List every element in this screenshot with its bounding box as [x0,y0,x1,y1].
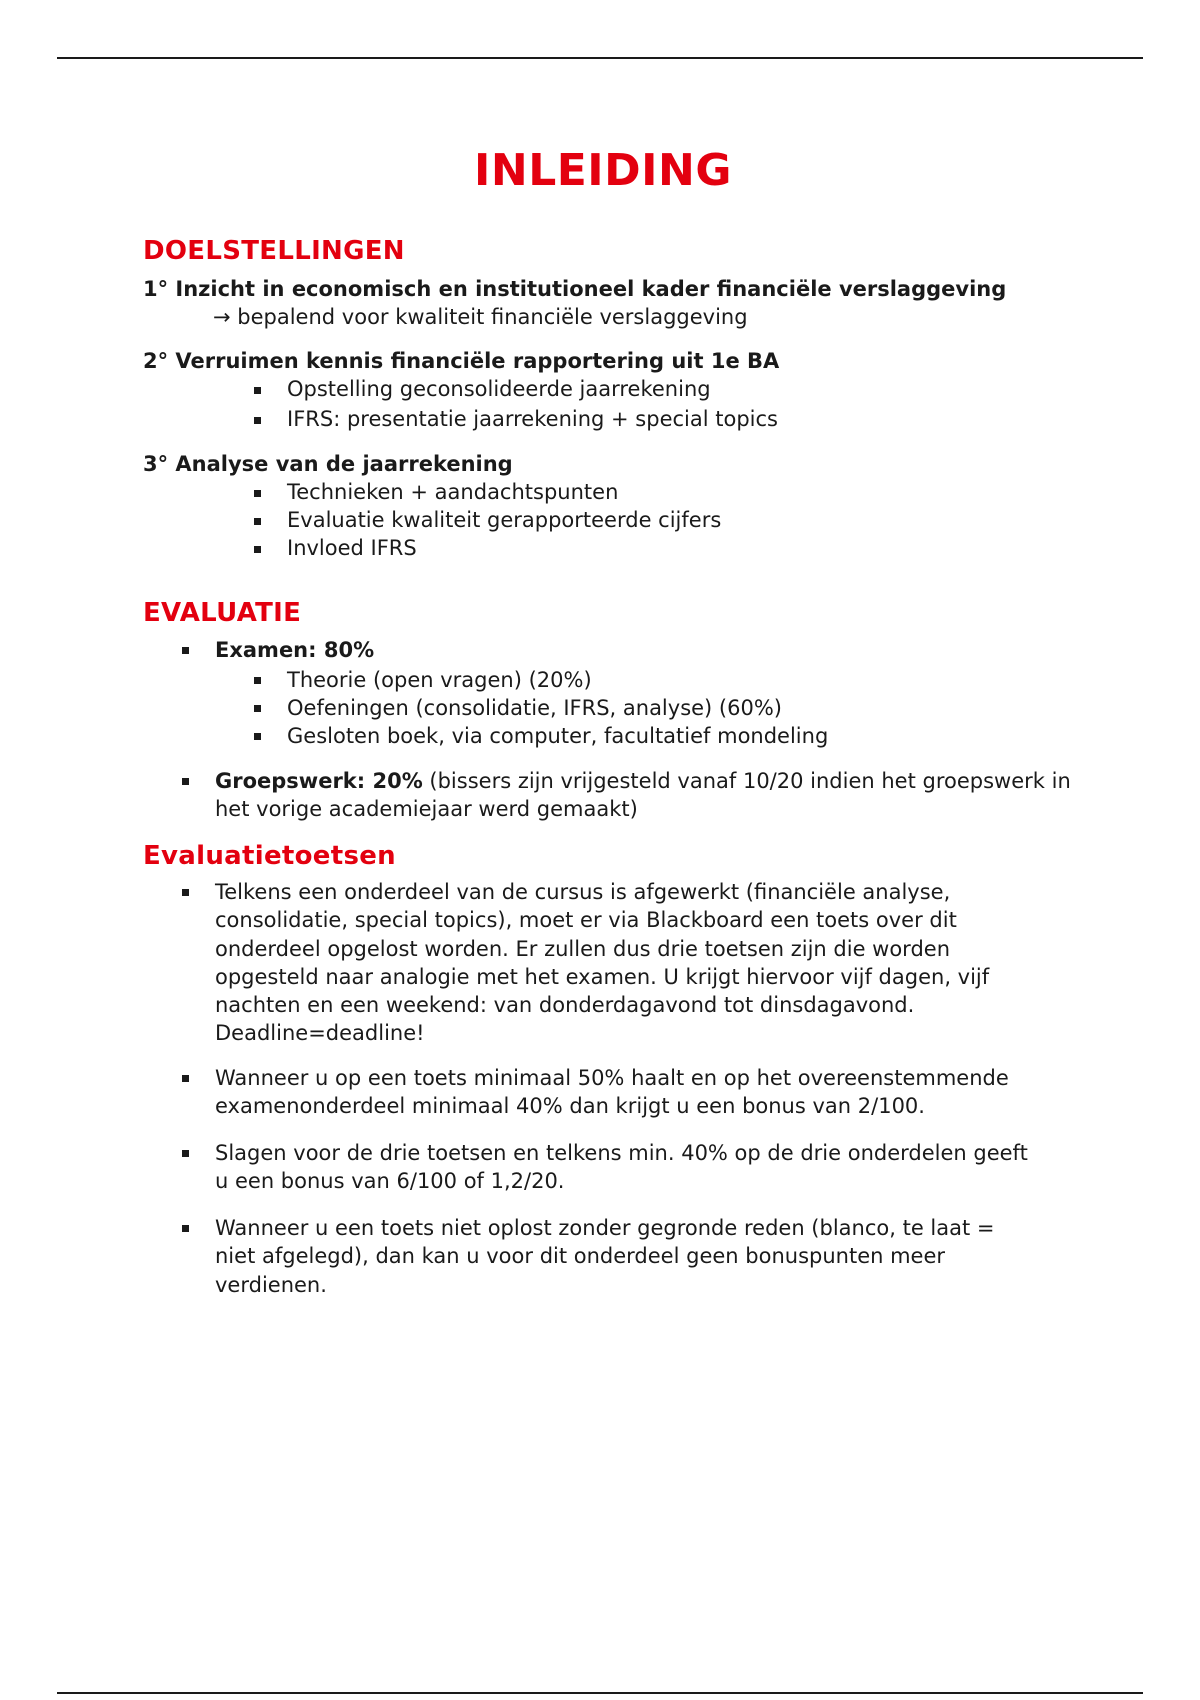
bullet-marker [254,733,261,740]
paragraph-line: examenonderdeel minimaal 40% dan krijgt u een bonus van 2/100. [215,1094,925,1119]
groepswerk-line-1 [215,767,1071,795]
paragraph-line: Telkens een onderdeel van de cursus is afgewerkt (financiële analyse, [215,880,951,904]
groepswerk-line-2: het vorige academiejaar werd gemaakt) [215,797,638,821]
bullet-marker [254,518,261,525]
paragraph-line: Deadline=deadline! [215,1021,425,1046]
toets-paragraph [215,1214,1075,1299]
bullet-marker [182,889,189,896]
section-heading-evaluatietoetsen: Evaluatietoetsen [143,841,396,871]
bullet-marker [254,417,261,424]
paragraph-line: u een bonus van 6/100 of 1,2/20. [215,1169,565,1194]
paragraph-line: consolidatie, special topics), moet er via Blackboard een toets over dit [215,908,957,933]
doel-item-3-bullet: Evaluatie kwaliteit gerapporteerde cijfers [287,508,722,532]
bullet-marker [254,546,261,553]
doel-item-2-bullet: IFRS: presentatie jaarrekening + special topics [287,407,778,431]
doel-item-3-heading: 3° Analyse van de jaarrekening [143,452,513,476]
paragraph-line: Wanneer u een toets niet oplost zonder gegronde reden (blanco, te laat = [215,1216,995,1240]
examen-bullet: Gesloten boek, via computer, facultatief mondeling [287,724,829,748]
bullet-marker [254,705,261,712]
toets-paragraph [215,878,1075,1048]
doel-item-1-heading: 1° Inzicht in economisch en institutioneel kader financiële verslaggeving [143,277,1007,301]
bullet-marker [182,1225,189,1232]
section-heading-evaluatie: EVALUATIE [143,598,302,628]
bullet-marker [182,1075,189,1082]
paragraph-line: nachten en een weekend: van donderdagavond tot dinsdagavond. [215,993,915,1018]
paragraph-line: verdienen. [215,1272,327,1297]
doel-item-3-bullet: Technieken + aandachtspunten [287,480,619,504]
section-heading-doelstellingen: DOELSTELLINGEN [143,236,405,266]
doel-item-2-heading: 2° Verruimen kennis financiële rapportering uit 1e BA [143,349,780,373]
doel-item-2-bullet: Opstelling geconsolideerde jaarrekening [287,377,711,401]
toets-paragraph [215,1064,1075,1121]
examen-bullet: Oefeningen (consolidatie, IFRS, analyse) (60%) [287,696,782,720]
toets-paragraph [215,1139,1075,1196]
paragraph-line: onderdeel opgelost worden. Er zullen dus drie toetsen zijn die worden [215,936,951,961]
paragraph-line: opgesteld naar analogie met het examen. U krijgt hiervoor vijf dagen, vijf [215,964,990,989]
groepswerk-label: Groepswerk: 20% [215,769,423,793]
page-title: INLEIDING [474,145,732,196]
doel-item-1-sub: → bepalend voor kwaliteit financiële verslaggeving [213,305,748,329]
header-rule [57,57,1143,59]
bullet-marker [254,490,261,497]
footer-rule [57,1692,1143,1694]
bullet-marker [254,387,261,394]
groepswerk-text: (bissers zijn vrijgesteld vanaf 10/20 indien het groepswerk in [422,769,1071,793]
examen-label: Examen: 80% [215,638,375,662]
paragraph-line: Slagen voor de drie toetsen en telkens min. 40% op de drie onderdelen geeft [215,1141,1028,1165]
doel-item-3-bullet: Invloed IFRS [287,536,417,560]
bullet-marker [182,647,189,654]
examen-bullet: Theorie (open vragen) (20%) [287,668,592,692]
bullet-marker [182,1150,189,1157]
bullet-marker [182,778,189,785]
paragraph-line: Wanneer u op een toets minimaal 50% haalt en op het overeenstemmende [215,1066,1009,1090]
bullet-marker [254,677,261,684]
paragraph-line: niet afgelegd), dan kan u voor dit onderdeel geen bonuspunten meer [215,1244,946,1269]
